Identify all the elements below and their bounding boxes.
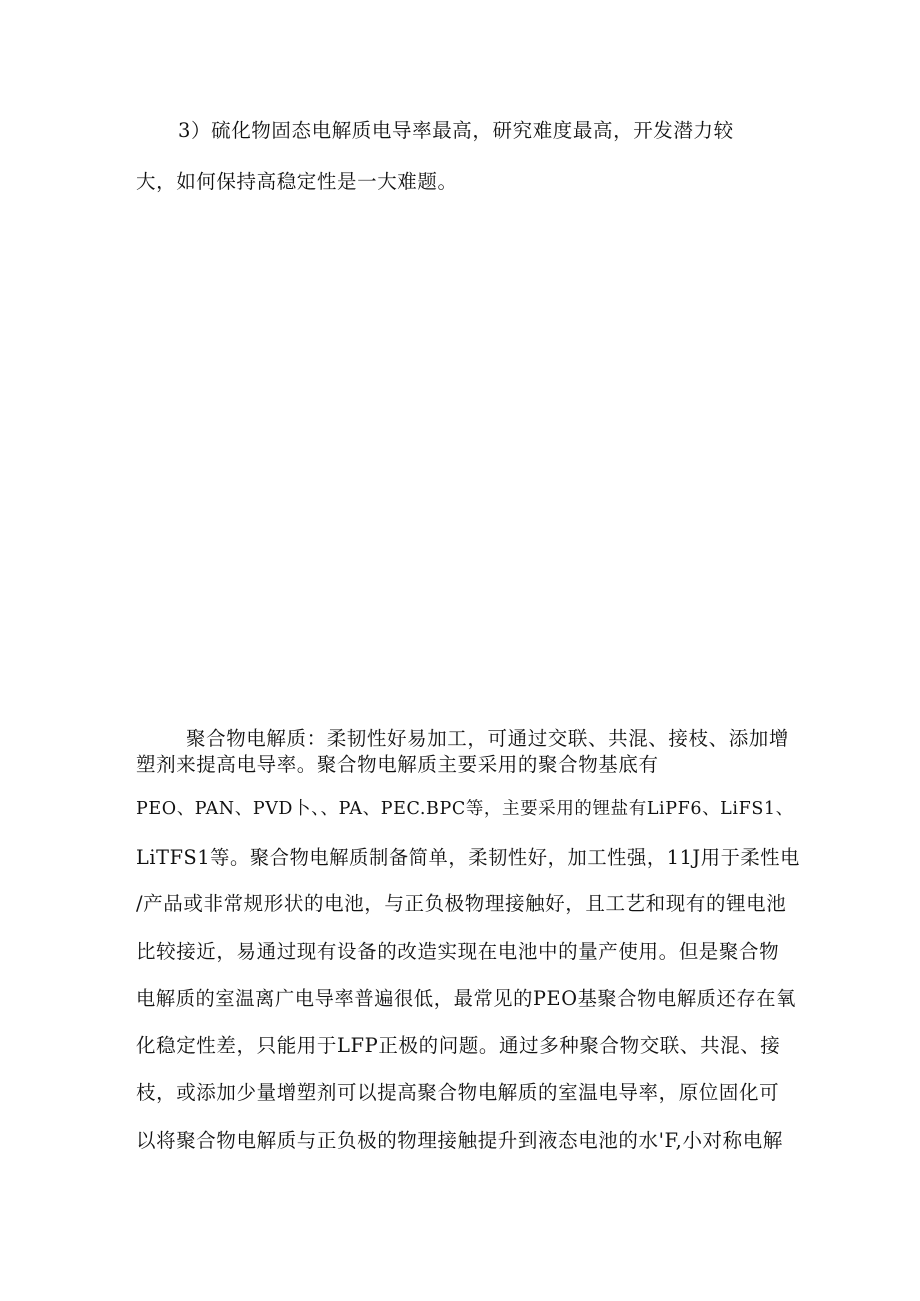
paragraph-line: 聚合物电解质：柔韧性好易加工，可通过交联、共混、接枝、添加增 xyxy=(186,727,790,750)
paragraph-line: LiTFS1等。聚合物电解质制备简单，柔韧性好，加工性强，11J用于柔性电 xyxy=(136,846,800,869)
paragraph-line: 大，如何保持高稳定性是一大难题。 xyxy=(136,170,458,193)
paragraph-line: PEO、PAN、PVD卜、、PA、PEC.BPC等，主要采用的锂盐有LiPF6、LiFS1、 xyxy=(136,799,794,819)
paragraph-line: /产品或非常规形状的电池，与正负极物理接触好，且工艺和现有的锂电池 xyxy=(136,892,787,915)
paragraph-line: 枝，或添加少量增塑剂可以提高聚合物电解质的室温电导率，原位固化可 xyxy=(136,1081,780,1104)
paragraph-line: 塑剂来提高电导率。聚合物电解质主要采用的聚合物基底有 xyxy=(136,753,659,776)
paragraph-line: 化稳定性差，只能用于LFP正极的问题。通过多种聚合物交联、共混、接 xyxy=(136,1034,781,1057)
paragraph-line: 以将聚合物电解质与正负极的物理接触提升到液态电池的水'F,小对称电解 xyxy=(136,1129,783,1152)
paragraph-line: 3）硫化物固态电解质电导率最高，研究难度最高，开发潜力较 xyxy=(178,119,734,142)
paragraph-line: 电解质的室温离广电导率普遍很低，最常见的PEO基聚合物电解质还存在氧 xyxy=(136,987,796,1010)
paragraph-line: 比较接近，易通过现有设备的改造实现在电池中的量产使用。但是聚合物 xyxy=(136,940,780,963)
